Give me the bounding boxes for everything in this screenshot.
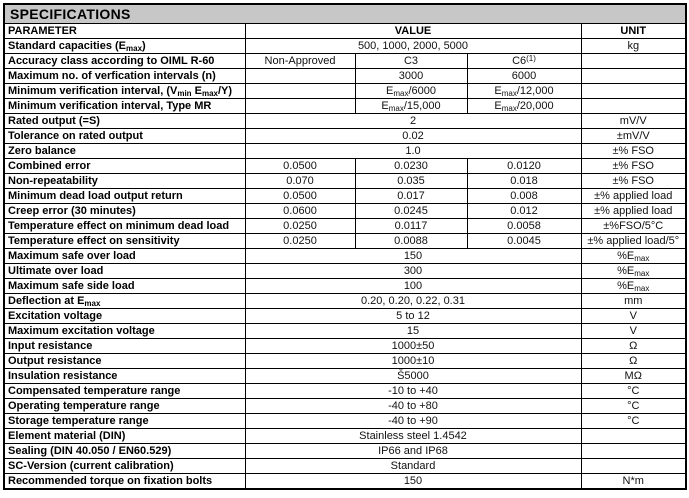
unit-cell: Ω <box>581 354 686 369</box>
value-cell: -40 to +80 <box>245 399 581 414</box>
table-title-row <box>4 4 686 24</box>
value-cell: 0.008 <box>467 189 581 204</box>
unit-cell: $\%E_{max}$ <box>581 249 686 264</box>
value-cell: 0.017 <box>355 189 467 204</box>
parameter-cell: Combined error <box>4 159 245 174</box>
table-row <box>4 339 686 354</box>
parameter-cell: Compensated temperature range <box>4 384 245 399</box>
value-cell: 0.0245 <box>355 204 467 219</box>
parameter-cell: Maximum no. of verfication intervals (n) <box>4 69 245 84</box>
unit-cell <box>581 444 686 459</box>
unit-cell: °C <box>581 384 686 399</box>
parameter-cell: Input resistance <box>4 339 245 354</box>
table-row <box>4 399 686 414</box>
unit-cell <box>581 99 686 114</box>
table-row <box>4 474 686 490</box>
parameter-cell: Ultimate over load <box>4 264 245 279</box>
value-cell: $E_{max}/6000$ <box>355 84 467 99</box>
column-header-unit: UNIT <box>581 24 686 39</box>
value-cell: 0.0088 <box>355 234 467 249</box>
table-row <box>4 384 686 399</box>
unit-cell: V <box>581 309 686 324</box>
table-row <box>4 279 686 294</box>
value-cell: 500, 1000, 2000, 5000 <box>245 39 581 54</box>
value-cell: 2 <box>245 114 581 129</box>
value-cell: 0.0120 <box>467 159 581 174</box>
value-cell: 3000 <box>355 69 467 84</box>
value-cell: 0.0500 <box>245 159 355 174</box>
table-row <box>4 189 686 204</box>
table-row <box>4 309 686 324</box>
value-cell <box>245 84 355 99</box>
table-row <box>4 234 686 249</box>
parameter-cell: Tolerance on rated output <box>4 129 245 144</box>
value-cell: 0.0045 <box>467 234 581 249</box>
value-cell: 1000±50 <box>245 339 581 354</box>
unit-cell <box>581 459 686 474</box>
parameter-cell: Zero balance <box>4 144 245 159</box>
unit-cell: °C <box>581 414 686 429</box>
unit-cell: ±% FSO <box>581 174 686 189</box>
value-cell: Stainless steel 1.4542 <box>245 429 581 444</box>
value-cell: 0.035 <box>355 174 467 189</box>
unit-cell: mV/V <box>581 114 686 129</box>
unit-cell: $\%E_{max}$ <box>581 264 686 279</box>
parameter-cell: Standard capacities $(E_{max})$ <box>4 39 245 54</box>
parameter-cell: SC-Version (current calibration) <box>4 459 245 474</box>
unit-cell: ±% applied load <box>581 189 686 204</box>
parameter-cell: Rated output (=S) <box>4 114 245 129</box>
parameter-cell: Accuracy class according to OIML R-60 <box>4 54 245 69</box>
table-row <box>4 219 686 234</box>
column-header-parameter: PARAMETER <box>4 24 245 39</box>
parameter-cell: Creep error (30 minutes) <box>4 204 245 219</box>
value-cell: 150 <box>245 474 581 490</box>
unit-cell <box>581 54 686 69</box>
value-cell: Š5000 <box>245 369 581 384</box>
table-row <box>4 264 686 279</box>
value-cell: 0.0230 <box>355 159 467 174</box>
value-cell: 0.0058 <box>467 219 581 234</box>
value-cell: 1.0 <box>245 144 581 159</box>
table-row <box>4 84 686 99</box>
parameter-cell: Operating temperature range <box>4 399 245 414</box>
value-cell: $E_{max}/15,000$ <box>355 99 467 114</box>
table-row <box>4 414 686 429</box>
unit-cell: kg <box>581 39 686 54</box>
value-cell: C3 <box>355 54 467 69</box>
table-row <box>4 294 686 309</box>
value-cell: 0.0117 <box>355 219 467 234</box>
parameter-cell: Element material (DIN) <box>4 429 245 444</box>
parameter-cell: Insulation resistance <box>4 369 245 384</box>
specifications-table <box>3 3 687 490</box>
unit-cell: mm <box>581 294 686 309</box>
parameter-cell: Sealing (DIN 40.050 / EN60.529) <box>4 444 245 459</box>
parameter-cell: Minimum verification interval, Type MR <box>4 99 245 114</box>
unit-cell: Ω <box>581 339 686 354</box>
table-row <box>4 69 686 84</box>
value-cell: $E_{max}/20,000$ <box>467 99 581 114</box>
table-row <box>4 369 686 384</box>
parameter-cell: Non-repeatability <box>4 174 245 189</box>
value-cell: 0.0250 <box>245 234 355 249</box>
unit-cell <box>581 429 686 444</box>
table-row <box>4 54 686 69</box>
unit-cell: ±% FSO <box>581 159 686 174</box>
unit-cell <box>581 84 686 99</box>
value-cell: -10 to +40 <box>245 384 581 399</box>
value-cell: Non-Approved <box>245 54 355 69</box>
value-cell: 100 <box>245 279 581 294</box>
unit-cell: ±% applied load <box>581 204 686 219</box>
parameter-cell: Deflection at $E_{max}$ <box>4 294 245 309</box>
table-row <box>4 459 686 474</box>
value-cell: C6$^{(1)}$ <box>467 54 581 69</box>
parameter-cell: Excitation voltage <box>4 309 245 324</box>
unit-cell: N*m <box>581 474 686 490</box>
parameter-cell: Minimum dead load output return <box>4 189 245 204</box>
table-row <box>4 354 686 369</box>
table-row <box>4 444 686 459</box>
value-cell: IP66 and IP68 <box>245 444 581 459</box>
value-cell: $E_{max}/12,000$ <box>467 84 581 99</box>
unit-cell <box>581 69 686 84</box>
table-row <box>4 174 686 189</box>
unit-cell: ±% applied load/5° <box>581 234 686 249</box>
value-cell: 5 to 12 <box>245 309 581 324</box>
unit-cell: V <box>581 324 686 339</box>
value-cell: 0.018 <box>467 174 581 189</box>
value-cell: Standard <box>245 459 581 474</box>
unit-cell: ±% FSO <box>581 144 686 159</box>
value-cell: 0.012 <box>467 204 581 219</box>
value-cell: 0.20, 0.20, 0.22, 0.31 <box>245 294 581 309</box>
parameter-cell: Output resistance <box>4 354 245 369</box>
parameter-cell: Maximum excitation voltage <box>4 324 245 339</box>
table-row <box>4 429 686 444</box>
column-header-value: VALUE <box>245 24 581 39</box>
spec-sheet <box>3 3 686 490</box>
parameter-cell: Temperature effect on sensitivity <box>4 234 245 249</box>
value-cell: -40 to +90 <box>245 414 581 429</box>
value-cell <box>245 99 355 114</box>
unit-cell: MΩ <box>581 369 686 384</box>
value-cell: 0.0500 <box>245 189 355 204</box>
table-body <box>4 39 686 490</box>
table-row <box>4 204 686 219</box>
value-cell: 0.070 <box>245 174 355 189</box>
parameter-cell: Temperature effect on minimum dead load <box>4 219 245 234</box>
table-title: SPECIFICATIONS <box>4 4 686 24</box>
value-cell: 0.0250 <box>245 219 355 234</box>
table-row <box>4 159 686 174</box>
table-row <box>4 249 686 264</box>
parameter-cell: Minimum verification interval, ($V_{min}$ $E_{max}/Y$) <box>4 84 245 99</box>
unit-cell: °C <box>581 399 686 414</box>
table-row <box>4 144 686 159</box>
value-cell: 0.0600 <box>245 204 355 219</box>
parameter-cell: Recommended torque on fixation bolts <box>4 474 245 490</box>
value-cell: 6000 <box>467 69 581 84</box>
parameter-cell: Maximum safe side load <box>4 279 245 294</box>
value-cell <box>245 69 355 84</box>
value-cell: 150 <box>245 249 581 264</box>
parameter-cell: Maximum safe over load <box>4 249 245 264</box>
unit-cell: ±%FSO/5°C <box>581 219 686 234</box>
table-row <box>4 39 686 54</box>
value-cell: 1000±10 <box>245 354 581 369</box>
table-row <box>4 99 686 114</box>
table-row <box>4 114 686 129</box>
value-cell: 300 <box>245 264 581 279</box>
table-row <box>4 324 686 339</box>
table-row <box>4 129 686 144</box>
unit-cell: $\%E_{max}$ <box>581 279 686 294</box>
parameter-cell: Storage temperature range <box>4 414 245 429</box>
value-cell: 15 <box>245 324 581 339</box>
unit-cell: ±mV/V <box>581 129 686 144</box>
column-header-row <box>4 24 686 39</box>
value-cell: 0.02 <box>245 129 581 144</box>
